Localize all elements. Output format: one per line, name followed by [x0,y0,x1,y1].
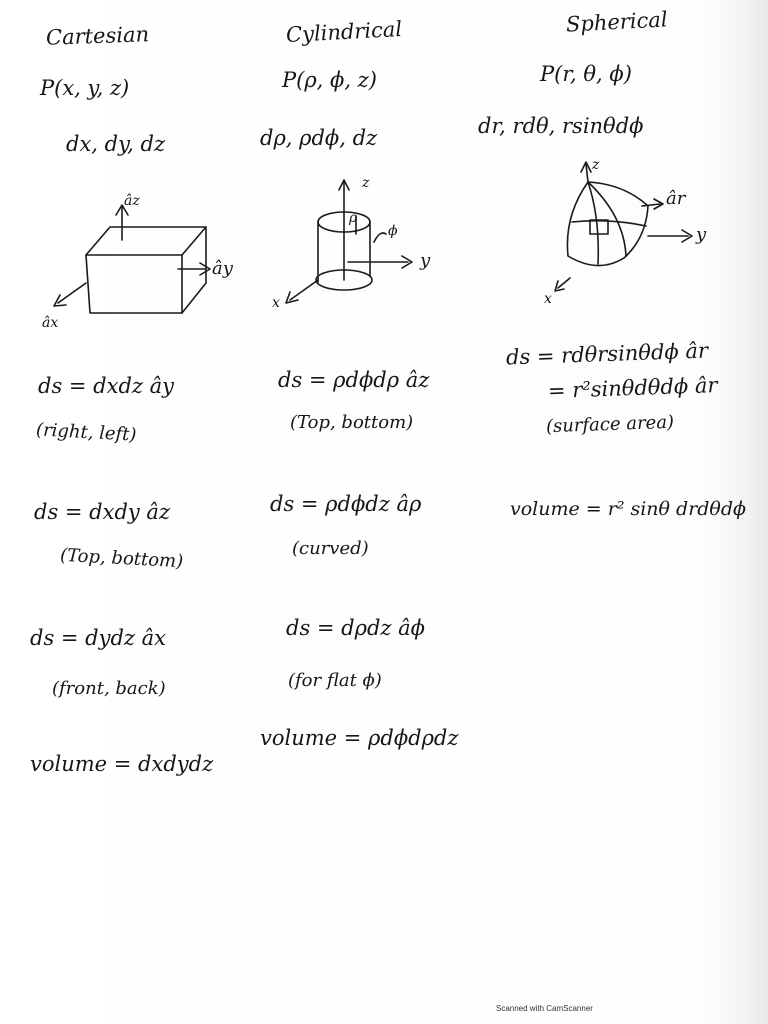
cartesian-note-3: (front, back) [52,678,166,699]
ax-arrow [58,283,86,303]
cartesian-eq-1: ds = dxdz ây [38,374,175,398]
cartesian-note-2: (Top, bottom) [59,544,184,573]
spherical-note: (surface area) [545,411,675,438]
spherical-eq-1: ds = rdθrsinθdϕ âr [505,338,709,370]
header-cartesian: Cartesian [45,22,150,50]
point-cartesian: P(x, y, z) [40,76,130,100]
scanner-footer: Scanned with CamScanner [496,1004,593,1013]
point-spherical: P(r, θ, ϕ) [540,62,632,86]
cylinder-label-x: x [272,295,280,311]
cylindrical-eq-3: ds = dρdz âϕ [286,616,425,640]
sphere-label-x: x [544,291,552,307]
differentials-spherical: dr, rdθ, rsinθdϕ [478,114,644,138]
spherical-eq-2: = r²sinθdθdϕ âr [547,373,718,403]
cartesian-eq-3: ds = dydz âx [30,626,167,650]
cylindrical-note-3: (for flat ϕ) [288,670,382,691]
cylinder-x-axis [290,280,318,300]
differentials-cartesian: dx, dy, dz [66,132,166,156]
cylinder-label-y: y [420,250,431,271]
cylinder-label-z: z [362,175,370,191]
cube-label-ay: ây [212,258,233,279]
cartesian-eq-2: ds = dxdy âz [34,500,171,524]
cylindrical-note-2: (curved) [292,538,369,559]
point-cylindrical: P(ρ, ϕ, z) [282,68,377,92]
cylinder-label-phi: ϕ [388,223,398,239]
sphere-label-z: z [592,157,600,173]
cube-top-face [86,227,206,255]
sphere-label-ar: âr [666,188,686,209]
sphere-x-axis [558,278,570,288]
differentials-cylindrical: dρ, ρdϕ, dz [260,126,378,150]
cylindrical-eq-2: ds = ρdϕdz âρ [270,492,422,516]
cylinder-label-rho: ρ [349,210,358,226]
cylindrical-note-1: (Top, bottom) [290,412,414,433]
cylindrical-volume: volume = ρdϕdρdz [260,726,459,750]
spherical-volume: volume = r² sinθ drdθdϕ [510,498,746,520]
header-spherical: Spherical [565,7,669,37]
cube-front-face [86,255,182,313]
sphere-label-y: y [696,224,707,245]
cartesian-volume: volume = dxdydz [30,752,214,776]
cube-label-ax: âx [42,315,59,331]
ar-arrow [642,204,660,206]
cartesian-note-1: (right, left) [35,419,138,446]
header-cylindrical: Cylindrical [285,16,403,48]
cube-label-az: âz [124,193,140,209]
cartesian-cube-diagram [30,185,240,345]
cylindrical-eq-1: ds = ρdϕdρ âz [278,368,430,392]
cylindrical-diagram [268,172,468,332]
